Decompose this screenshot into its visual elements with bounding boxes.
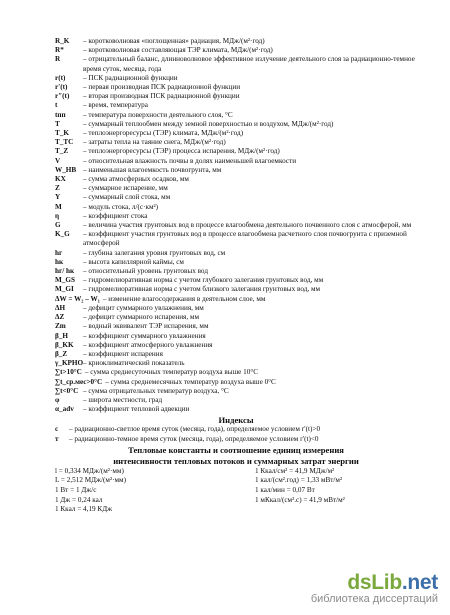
index-row [55,435,417,444]
symbol-row [55,92,417,101]
symbol-row [55,193,417,202]
symbol-symbol: α_adv [55,405,74,414]
symbol-definition: – широта местности, град [83,395,163,404]
symbol-definition: – сумма среднемесячных температур воздуха выше 0°С [105,377,276,386]
symbol-row [55,111,417,120]
symbol-definition: – теплоэнергоресурсы (ТЭР) процесса испарения, МДж/(м²·год) [83,147,280,156]
unit-left: l = 0,334 МДж/(м²·мм) [55,466,124,475]
unit-right: 1 мКкал/(см².с) = 41,9 мВт/м² [255,495,345,504]
symbol-symbol: ΔH [55,303,66,312]
symbol-symbol: η [55,211,60,220]
symbol-symbol: γ_KPHO [55,359,84,368]
symbol-symbol: β_Z [55,349,68,358]
symbol-row [55,285,417,294]
symbol-definition: – коэффициент испарения [83,349,163,358]
symbol-symbol: K_G [55,230,70,239]
symbol-definition: – величина участия грунтовых вод в процессе влагообмена деятельного почвенного слоя с атмосферой, мм [83,221,412,230]
symbol-row [55,267,417,276]
watermark [311,571,438,605]
symbol-row [55,138,417,147]
symbol-row [55,350,417,359]
symbol-definition: – коэффициент суммарного увлажнения [83,331,206,340]
symbol-symbol: hк [55,257,64,266]
symbol-row [55,147,417,156]
symbol-symbol: hг/ hк [55,267,75,276]
symbol-symbol: M_GI [55,285,74,294]
symbol-symbol: ∑t>10°C [55,368,82,377]
symbol-symbol: T_K [55,129,69,138]
units-heading: интенсивности тепловых потоков и суммарных затрат энергии [113,455,359,466]
symbol-row [55,203,417,212]
index-symbol: c [55,425,59,434]
symbol-definition: – сумма отрицательных температур воздуха, °С [83,386,229,395]
symbol-row [55,129,417,138]
symbol-definition: – наименьшая влагоемкость почвогрунта, мм [83,165,222,174]
symbol-symbol: W_HB [55,165,77,174]
symbol-symbol: r″(t) [55,92,70,101]
symbol-symbol: ∑t_ср.мес>0°C [55,377,103,386]
symbol-definition: – температура поверхности деятельного слоя, °С [83,110,233,119]
symbol-symbol: M_GS [55,276,75,285]
symbol-symbol: R [55,55,61,64]
symbol-definition: – высота капиллярной каймы, см [83,257,184,266]
symbol-definition: – время, температура [83,101,148,110]
symbol-definition: – коэффициент стока [83,211,148,220]
symbol-symbol: ΔZ [55,313,65,322]
symbol-row [55,120,417,129]
symbol-row [55,276,417,285]
unit-left: L = 2,512 МДж/(м²·мм) [55,476,126,485]
symbol-definition: – коротковолновая составляющая ТЭР климата, МДж/(м²·год) [83,46,273,55]
index-row [55,425,417,434]
symbol-definition: – суммарный теплообмен между земной поверхностью и воздухом, МДж/(м²·год) [83,119,334,128]
symbol-definition: – относительный уровень грунтовых вод [83,267,208,276]
symbol-definition: – коэффициент атмосферного увлажнения [83,340,213,349]
symbol-list [55,37,417,515]
unit-left: 1 Ккал = 4,19 КДж [55,505,113,514]
symbol-row [55,295,417,304]
symbol-definition: – криоклиматический показатель [83,359,185,368]
unit-right [241,505,417,515]
symbol-row [55,341,417,350]
symbol-row [55,304,417,313]
symbol-definition: – гидромелиоративная норма с учетом близкого залегания грунтовых вод, мм [83,285,321,294]
watermark-logo: dsLib.net [347,571,438,594]
symbol-row [55,101,417,110]
symbol-definition: – дефицит суммарного увлажнения, мм [83,303,204,312]
symbol-definition: – коэффициент участия грунтовых вод в процессе влагообмена расчетного слоя почвогрунта с приземной атмосферой [83,230,407,248]
symbol-definition: – изменение влагосодержания в деятельном слое, мм [102,294,266,303]
symbol-row [55,221,417,230]
symbol-symbol: Zm [55,322,66,331]
symbol-definition: – суммарный слой стока, мм [83,193,171,202]
symbol-definition: – затраты тепла на таяние снега, МДж/(м²·год) [83,138,226,147]
symbol-row [55,378,417,387]
unit-right: 1 кал/(см².год) = 1,33 мВт/м² [255,476,343,485]
index-symbol: т [55,434,59,443]
symbol-row [55,157,417,166]
symbol-symbol: Y [55,193,61,202]
symbol-row [55,55,417,73]
symbol-row [55,37,417,46]
symbol-row [55,405,417,414]
symbol-definition: – коротковолновая «поглощенная» радиация, МДж/(м²·год) [83,37,265,45]
symbol-definition: – отрицательный баланс, длинноволновое эффективное излучение деятельного слоя за радиационно-темное время суток, месяца, года [83,55,415,73]
symbol-row [55,258,417,267]
symbol-symbol: T_TC [55,138,74,147]
symbol-row [55,387,417,396]
index-definition: – радиационно-темное время суток (месяца, года), определяемое условием r′(t)<0 [69,434,319,443]
symbol-symbol: R_K [55,37,70,45]
symbol-row [55,322,417,331]
symbol-symbol: t [55,101,58,110]
symbol-row [55,74,417,83]
symbol-symbol: G [55,221,61,230]
unit-left: 1 Дж = 0,24 кал [55,495,103,504]
units-table [55,467,417,515]
symbol-definition: – модуль стока, л/(с·км²) [83,202,159,211]
symbol-definition: – сумма среднесуточных температур воздуха выше 10°С [84,368,258,377]
symbol-symbol: M [55,202,62,211]
symbol-symbol: tпп [55,110,66,119]
units-heading: Тепловые константы и соотношение единиц измерения [128,444,344,455]
symbol-row [55,368,417,377]
symbol-definition: – сумма атмосферных осадков, мм [83,175,189,184]
unit-right: 1 Ккал/см² = 41,9 МДж/м² [255,466,335,475]
symbol-symbol: ∑t<0°C [55,386,79,395]
symbol-symbol: T_Z [55,147,69,156]
symbol-row [55,332,417,341]
symbol-symbol: r(t) [55,73,66,82]
symbol-row [55,359,417,368]
symbol-definition: – дефицит суммарного испарения, мм [83,313,200,322]
symbol-symbol: β_H [55,331,68,340]
symbol-symbol: β_KK [55,340,74,349]
symbol-row [55,46,417,55]
symbol-symbol: ΔW = W₂ – W₁ [55,294,100,303]
watermark-subtitle: библиотека диссертаций [310,593,438,605]
symbol-row [55,83,417,92]
index-definition: – радиационно-светлое время суток (месяца, года), определяемое условием r′(t)>0 [69,425,321,434]
symbol-definition: – коэффициент тепловой адвекции [83,405,190,414]
symbol-row [55,249,417,258]
symbol-symbol: R* [55,46,64,55]
symbol-symbol: r′(t) [55,83,68,92]
unit-right: 1 кал/мин = 0,07 Вт [255,485,315,494]
symbol-symbol: Z [55,184,60,193]
symbol-definition: – гидромелиоративная норма с учетом глубокого залегания грунтовых вод, мм [83,276,324,285]
unit-left: 1 Вт = 1 Дж/с [55,485,97,494]
symbol-definition: – относительная влажность почвы в долях наименьшей влагоемкости [83,156,297,165]
symbol-definition: – суммарное испарение, мм [83,184,168,193]
symbol-symbol: φ [55,395,60,404]
symbol-row [55,313,417,322]
symbol-row [55,396,417,405]
symbol-symbol: hг [55,248,63,257]
symbol-definition: – глубина залегания уровня грунтовых вод, см [83,248,226,257]
indices-heading: Индексы [218,415,254,426]
symbol-symbol: KX [55,175,66,184]
symbol-row [55,184,417,193]
symbol-symbol: T [55,119,60,128]
symbol-row [55,166,417,175]
symbol-definition: – теплоэнергоресурсы (ТЭР) климата, МДж/(м²·год) [83,129,244,138]
symbol-symbol: V [55,156,61,165]
symbol-definition: – водный эквивалент ТЭР испарения, мм [83,322,209,331]
symbol-row [55,175,417,184]
symbol-definition: – вторая производная ПСК радиационной функции [83,92,240,101]
symbol-definition: – ПСК радиационной функции [83,73,178,82]
symbol-definition: – первая производная ПСК радиационной функции [83,83,241,92]
symbol-row [55,212,417,221]
symbol-row [55,230,417,248]
